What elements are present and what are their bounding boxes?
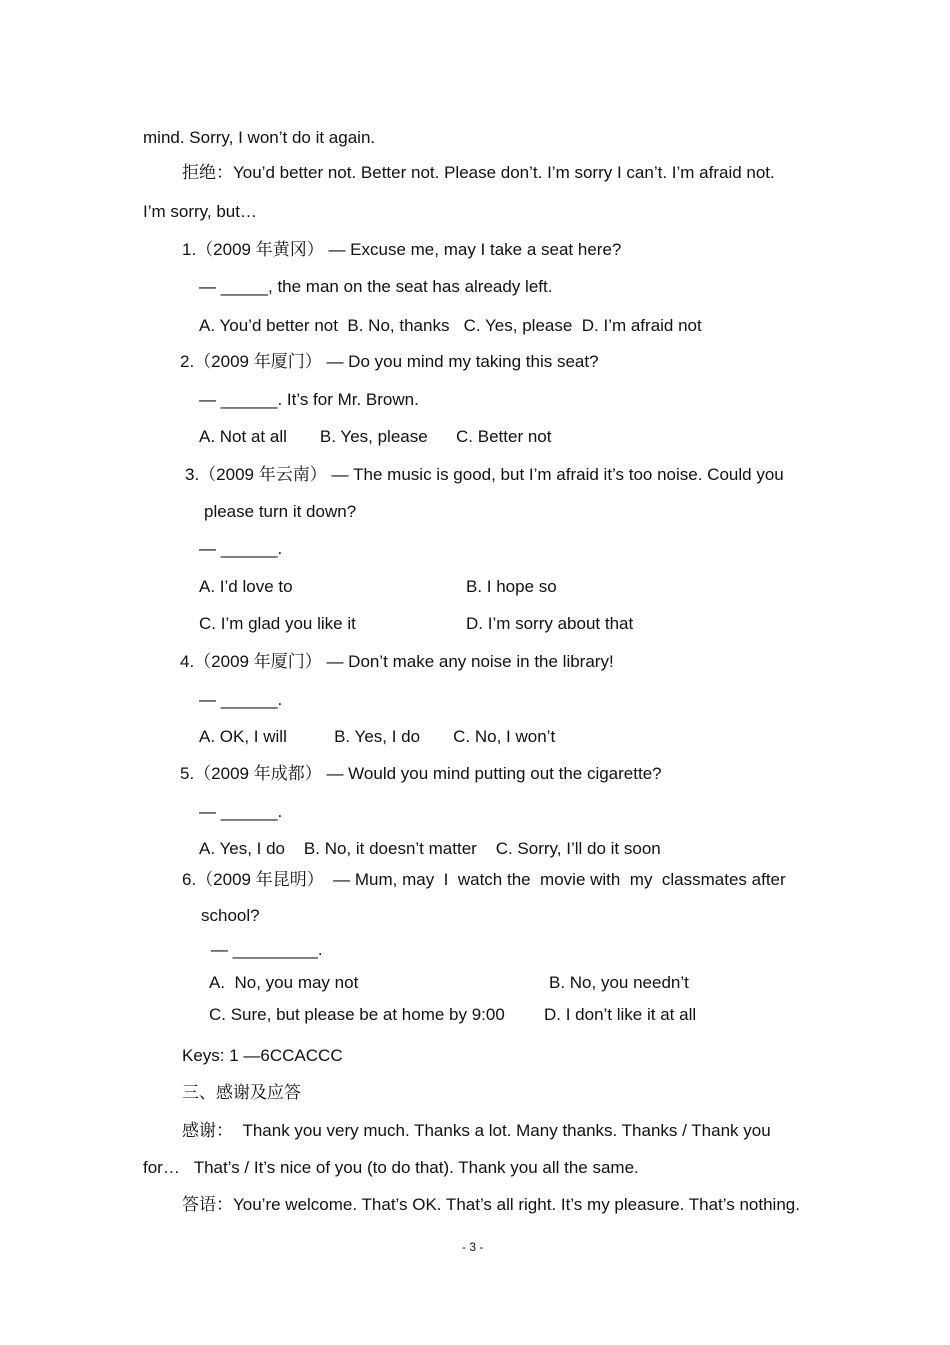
- question-1-blank: — _____, the man on the seat has already left.: [199, 277, 553, 296]
- question-4-blank: — ______.: [199, 690, 283, 709]
- answer-keys: Keys: 1 —6CCACCC: [182, 1046, 343, 1065]
- question-2-options: A. Not at all B. Yes, please C. Better not: [199, 427, 552, 446]
- question-1-options: A. You’d better not B. No, thanks C. Yes, please D. I’m afraid not: [199, 316, 702, 335]
- question-2-blank: — ______. It’s for Mr. Brown.: [199, 390, 419, 409]
- continued-line: mind. Sorry, I won’t do it again.: [143, 128, 376, 147]
- question-3-cont: please turn it down?: [204, 502, 357, 521]
- section-heading: 三、感谢及应答: [182, 1083, 301, 1102]
- thanks-expressions-cont: for… That’s / It’s nice of you (to do that). Thank you all the same.: [143, 1158, 639, 1177]
- question-3-option-d: D. I’m sorry about that: [466, 614, 634, 633]
- thanks-replies: 答语：You’re welcome. That’s OK. That’s all right. It’s my pleasure. That’s nothing.: [182, 1195, 800, 1214]
- question-3-option-a: A. I’d love to: [199, 577, 293, 596]
- question-4-options: A. OK, I will B. Yes, I do C. No, I won’t: [199, 727, 556, 746]
- question-6-blank: — _________.: [211, 940, 323, 959]
- question-6-option-a: A. No, you may not: [209, 973, 359, 992]
- question-3-option-c: C. I’m glad you like it: [199, 614, 356, 633]
- thanks-expressions: 感谢： Thank you very much. Thanks a lot. Many thanks. Thanks / Thank you: [182, 1121, 771, 1140]
- question-2: 2.（2009 年厦门） — Do you mind my taking this seat?: [180, 352, 599, 371]
- question-5-options: A. Yes, I do B. No, it doesn’t matter C. Sorry, I’ll do it soon: [199, 839, 661, 858]
- refuse-expressions: 拒绝：You’d better not. Better not. Please don’t. I’m sorry I can’t. I’m afraid not.: [182, 163, 775, 182]
- question-3-blank: — ______.: [199, 539, 283, 558]
- question-6-option-c: C. Sure, but please be at home by 9:00: [209, 1005, 505, 1024]
- question-6: 6.（2009 年昆明） — Mum, may I watch the movie with my classmates after: [182, 870, 786, 889]
- question-5-blank: — ______.: [199, 802, 283, 821]
- refuse-expressions-cont: I’m sorry, but…: [143, 202, 257, 221]
- question-3: 3.（2009 年云南） — The music is good, but I’m afraid it’s too noise. Could you: [185, 465, 784, 484]
- question-3-option-b: B. I hope so: [466, 577, 557, 596]
- question-6-option-d: D. I don’t like it at all: [544, 1005, 697, 1024]
- question-4: 4.（2009 年厦门） — Don’t make any noise in the library!: [180, 652, 614, 671]
- question-1: 1.（2009 年黄冈） — Excuse me, may I take a seat here?: [182, 240, 622, 259]
- question-5: 5.（2009 年成都） — Would you mind putting out the cigarette?: [180, 764, 662, 783]
- question-6-cont: school?: [201, 906, 260, 925]
- question-6-option-b: B. No, you needn’t: [549, 973, 689, 992]
- page-number: - 3 -: [462, 1240, 484, 1254]
